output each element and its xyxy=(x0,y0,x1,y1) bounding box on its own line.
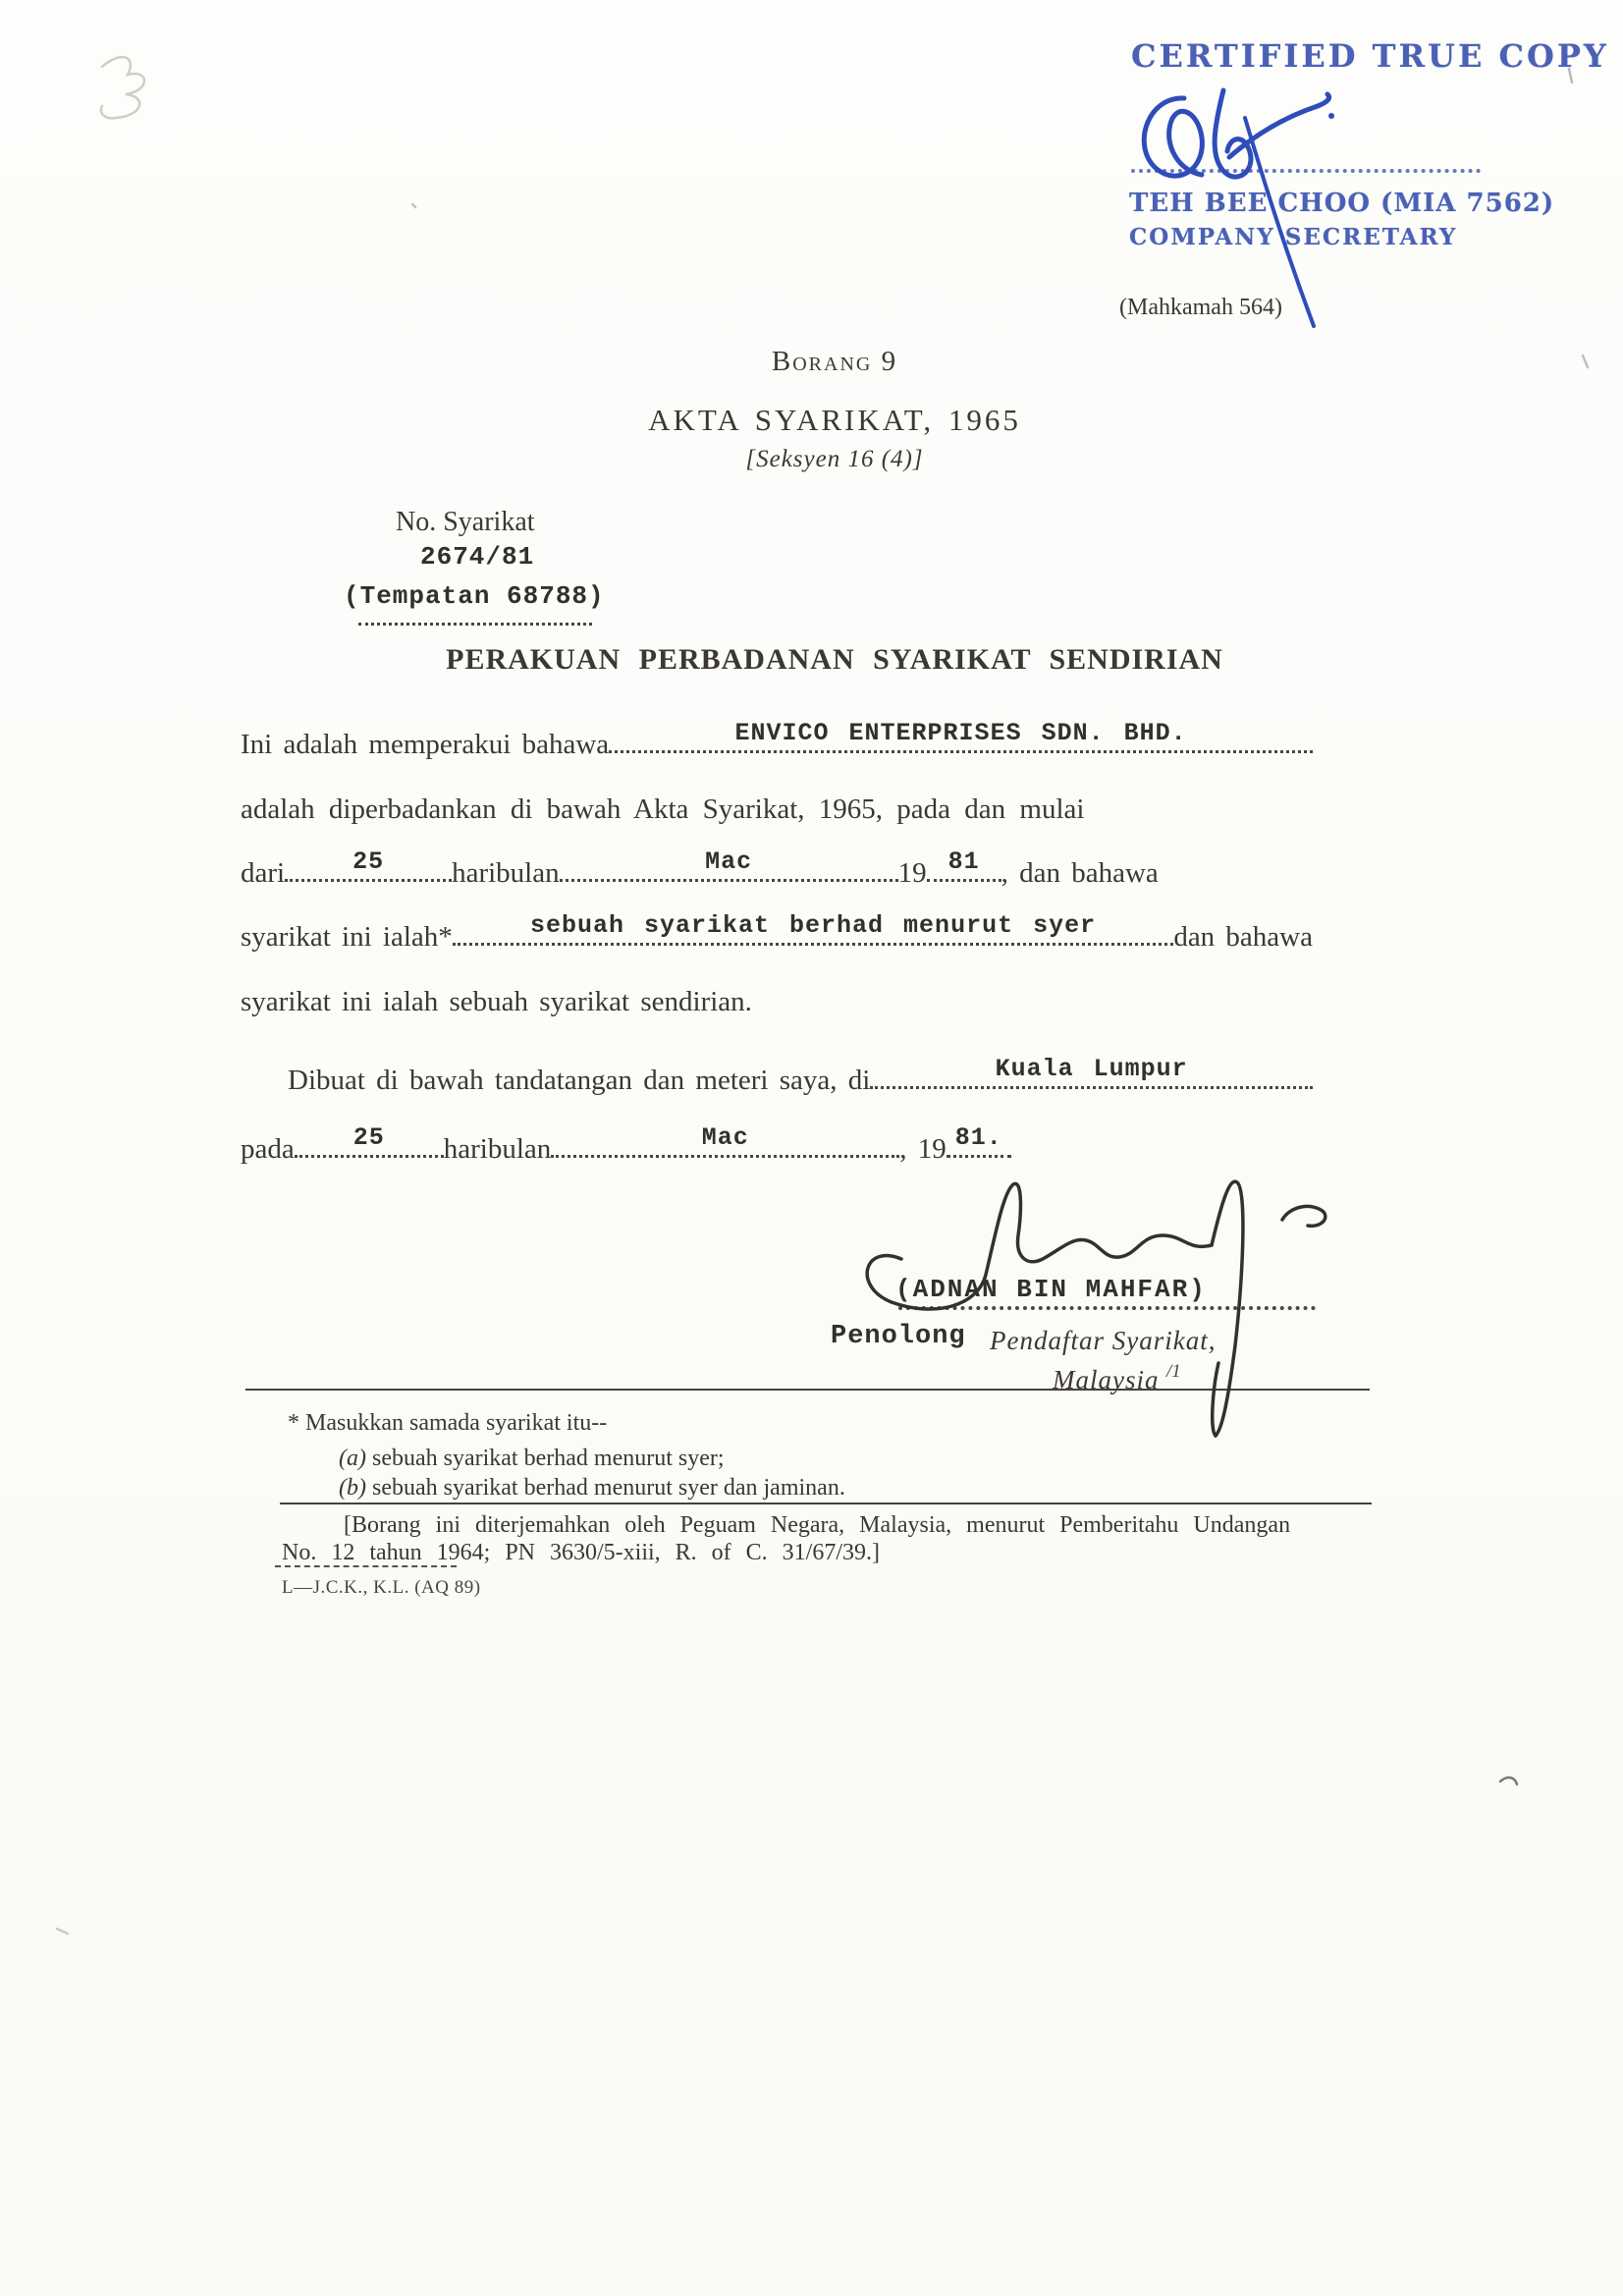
signatory-annotation: /1 xyxy=(1166,1361,1181,1382)
translation-note-line1: [Borang ini diterjemahkan oleh Peguam Negara, Malaysia, menurut Pemberitahu Undangan xyxy=(344,1512,1291,1538)
body-line-3 xyxy=(241,847,1313,890)
typed-year-2: 81. xyxy=(954,1123,1002,1152)
body-line-4 xyxy=(241,911,1313,954)
body-line-4-text: syarikat ini ialah* xyxy=(241,921,453,953)
body-line-7 xyxy=(241,1123,1313,1166)
body-line-2 xyxy=(241,793,1313,826)
act-title: AKTA SYARIKAT, 1965 xyxy=(648,403,1021,437)
company-no-value: 2674/81 xyxy=(420,542,535,572)
footnote-option-b-label: (b) xyxy=(339,1475,366,1501)
footnote-option-b xyxy=(339,1475,845,1502)
company-no-label: No. Syarikat xyxy=(396,507,535,537)
form-number-title: Borang 9 xyxy=(771,346,898,377)
body-line-7-pada: pada xyxy=(241,1133,295,1165)
company-type-blank xyxy=(453,911,1174,946)
month2-blank xyxy=(551,1123,899,1158)
stamp-secretary-name: TEH BEE CHOO (MIA 7562) xyxy=(1129,189,1555,218)
printer-reference: L—J.C.K., K.L. (AQ 89) xyxy=(282,1577,481,1598)
year-blank xyxy=(927,847,1001,882)
body-line-1 xyxy=(241,719,1313,761)
certificate-heading: PERAKUAN PERBADANAN SYARIKAT SENDIRIAN xyxy=(446,643,1223,676)
footnote-rule-top xyxy=(245,1389,1370,1391)
court-reference: (Mahkamah 564) xyxy=(1119,295,1282,320)
body-line-5 xyxy=(241,986,1313,1018)
typed-company-name: ENVICO ENTERPRISES SDN. BHD. xyxy=(734,719,1187,747)
body-line-6 xyxy=(288,1055,1313,1097)
signatory-dotted-line xyxy=(898,1306,1316,1310)
body-line-1-text: Ini adalah memperakui bahawa xyxy=(241,729,610,760)
body-line-6-text: Dibuat di bawah tandatangan dan meteri saya, di xyxy=(288,1065,871,1096)
body-line-4-tail: dan bahawa xyxy=(1173,921,1313,953)
section-reference: [Seksyen 16 (4)] xyxy=(745,446,924,472)
place-blank xyxy=(870,1055,1313,1089)
signatory-role-italic: Pendaftar Syarikat, xyxy=(990,1326,1217,1355)
typed-month-2: Mac xyxy=(701,1123,749,1152)
footnote-option-a-label: (a) xyxy=(339,1446,366,1471)
body-line-3-haribulan: haribulan xyxy=(452,857,560,889)
registry-no-value: (Tempatan 68788) xyxy=(344,581,605,611)
typed-day-2: 25 xyxy=(352,1123,385,1152)
body-line-2-text: adalah diperbadankan di bawah Akta Syarikat, 1965, pada dan mulai xyxy=(241,793,1085,825)
body-line-5-text: syarikat ini ialah sebuah syarikat sendirian. xyxy=(241,986,752,1017)
stamp-secretary-role: COMPANY SECRETARY xyxy=(1129,224,1458,250)
signatory-role-typed: Penolong xyxy=(831,1322,966,1351)
day-blank xyxy=(285,847,452,882)
footnote-option-a xyxy=(339,1446,725,1472)
stamp-certified-text: CERTIFIED TRUE COPY xyxy=(1131,37,1609,75)
footnote-option-a-text: sebuah syarikat berhad menurut syer; xyxy=(371,1446,725,1471)
body-line-7-haribulan: haribulan xyxy=(443,1133,552,1165)
footnote-rule-middle xyxy=(280,1503,1372,1504)
typed-month: Mac xyxy=(705,847,753,876)
signatory-name: (ADNAN BIN MAHFAR) xyxy=(895,1275,1207,1304)
typed-day: 25 xyxy=(352,847,385,876)
day2-blank xyxy=(295,1123,444,1158)
stamp-signature-dotted-line xyxy=(1131,169,1481,173)
printer-rule xyxy=(275,1565,457,1567)
footnote-instruction: * Masukkan samada syarikat itu-- xyxy=(288,1410,608,1436)
body-line-7-19: , 19 xyxy=(899,1133,947,1165)
translation-note-line2: No. 12 tahun 1964; PN 3630/5-xiii, R. of C. 31/67/39.] xyxy=(282,1540,880,1565)
company-name-blank xyxy=(609,719,1313,753)
signatory-country: Malaysia xyxy=(1053,1365,1160,1394)
footnote-option-b-text: sebuah syarikat berhad menurut syer dan jaminan. xyxy=(371,1475,845,1501)
body-line-3-dari: dari xyxy=(241,857,286,889)
month-blank xyxy=(560,847,898,882)
body-line-3-19: 19 xyxy=(897,857,927,889)
body-line-3-tail: , dan bahawa xyxy=(1001,857,1159,889)
typed-year: 81 xyxy=(947,847,980,876)
year2-blank xyxy=(947,1123,1011,1158)
registry-no-dotted-line xyxy=(358,623,592,626)
typed-company-type: sebuah syarikat berhad menurut syer xyxy=(530,911,1097,940)
typed-place: Kuala Lumpur xyxy=(995,1055,1188,1083)
